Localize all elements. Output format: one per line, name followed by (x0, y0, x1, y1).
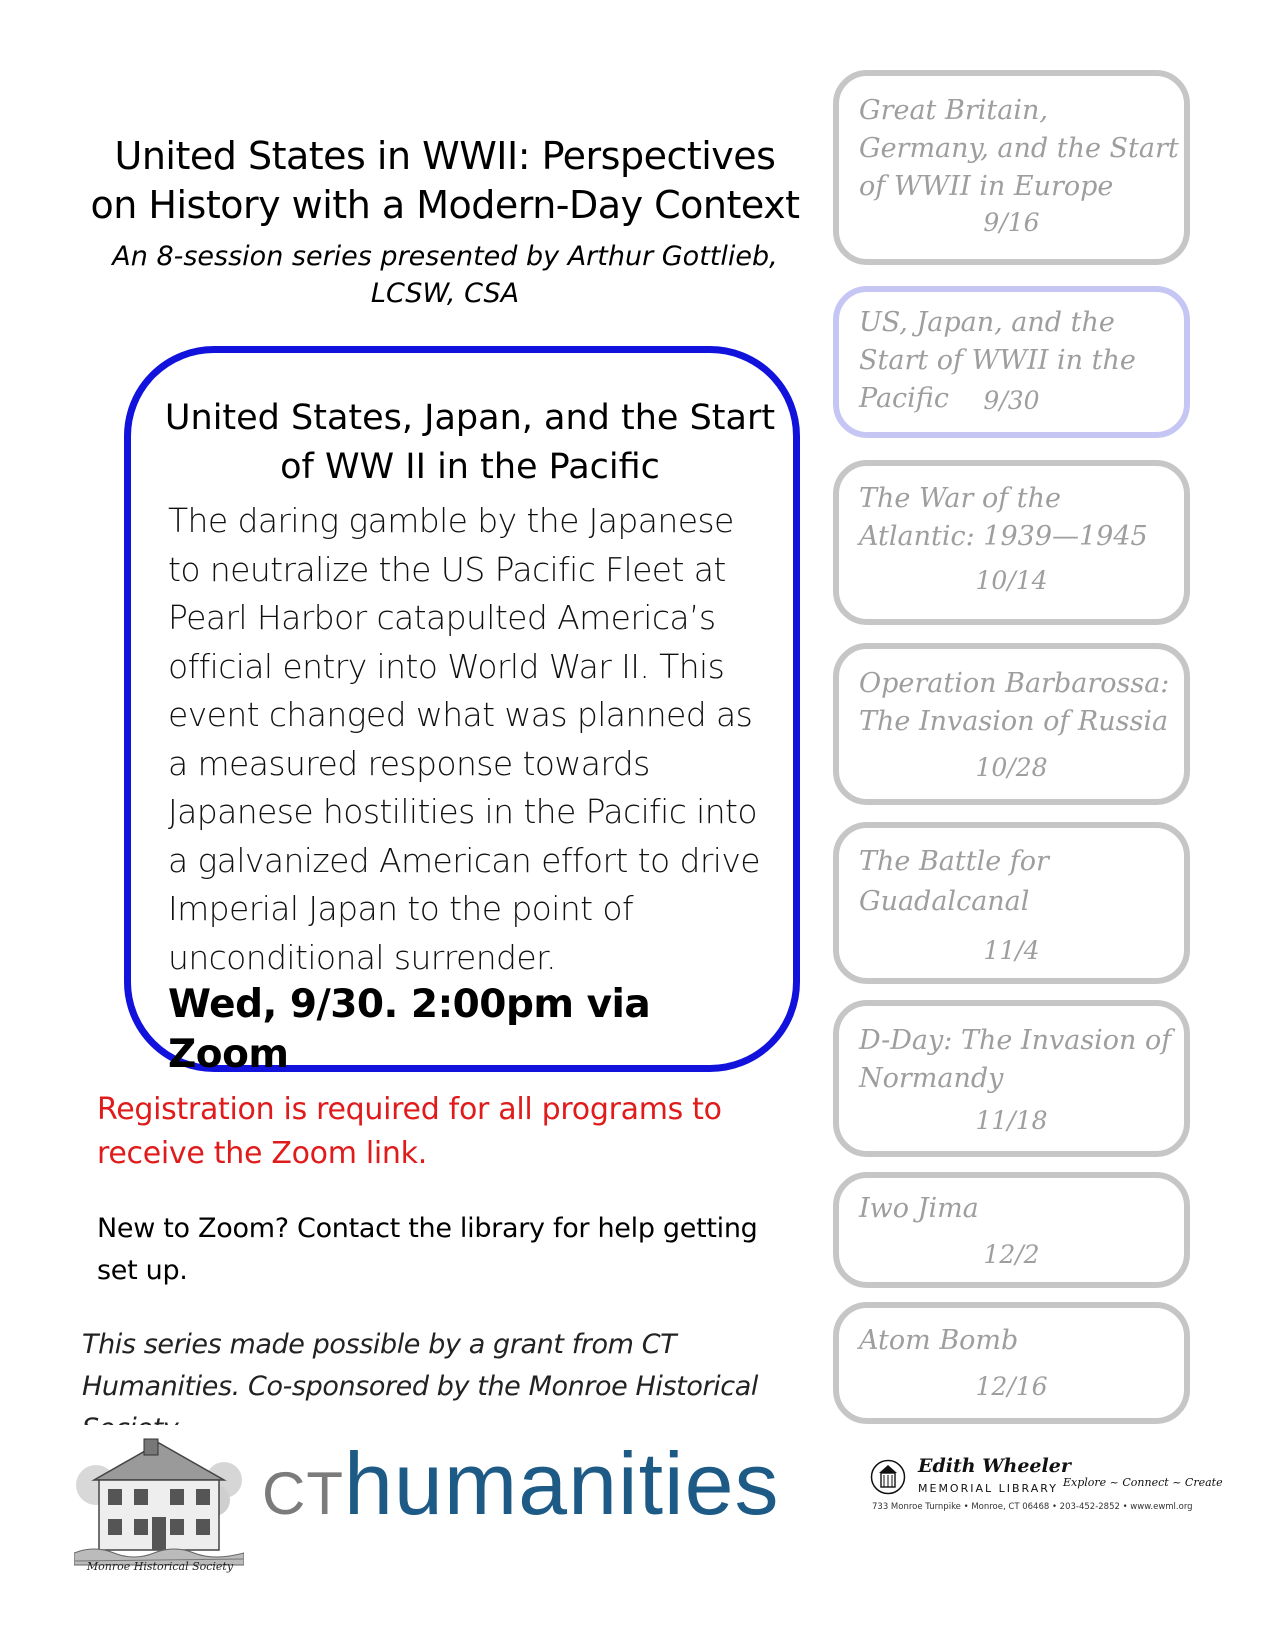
session-card (833, 1000, 1190, 1157)
historical-society-house-logo (74, 1425, 244, 1575)
zoom-help-note: New to Zoom? Contact the library for help getting set up. (97, 1213, 758, 1286)
ct-humanities-word: humanities (343, 1434, 780, 1533)
session-date: 9/16 (983, 208, 1040, 237)
series-title: United States in WWII: Perspectives on History with a Modern-Day Context (90, 134, 800, 227)
session-title: D-Day: The Invasion of Normandy (859, 1025, 1172, 1094)
session-date: 11/18 (975, 1106, 1048, 1135)
session-title: Operation Barbarossa: The Invasion of Russia (859, 668, 1170, 737)
session-date: 11/4 (983, 936, 1040, 965)
series-subtitle: An 8-session series presented by Arthur Gottlieb, LCSW, CSA (112, 241, 778, 309)
session-date: 12/16 (975, 1372, 1048, 1401)
ct-humanities-ct: CT (262, 1460, 344, 1527)
session-card (833, 1172, 1190, 1288)
featured-session-datetime: Wed, 9/30. 2:00pm via Zoom (168, 982, 651, 1077)
session-card (833, 1302, 1190, 1424)
session-title: The War of the Atlantic: 1939—1945 (859, 483, 1148, 552)
session-title: US, Japan, and the Start of WWII in the Pacific (859, 307, 1136, 414)
session-card (833, 70, 1190, 265)
grant-note: This series made possible by a grant from CT Humanities. Co-sponsored by the Monroe Historical (82, 1329, 758, 1402)
library-tagline: Explore ~ Connect ~ Create (1063, 1476, 1223, 1489)
session-title: The Battle for Guadalcanal (859, 846, 1049, 917)
session-card (833, 822, 1190, 984)
session-card-active (833, 286, 1190, 438)
session-card (833, 460, 1190, 625)
session-title: Atom Bomb (859, 1325, 1019, 1356)
session-card (833, 643, 1190, 805)
library-name: Edith Wheeler (918, 1455, 1071, 1477)
registration-note: Registration is required for all programs to receive the Zoom link. (97, 1092, 722, 1171)
session-title: Iwo Jima (859, 1193, 979, 1224)
library-address: 733 Monroe Turnpike • Monroe, CT 06468 • 203-452-2852 • www.ewml.org (872, 1502, 1193, 1512)
session-date: 9/30 (983, 386, 1040, 415)
library-subtitle: MEMORIAL LIBRARY (918, 1482, 1058, 1495)
session-title: Great Britain, Germany, and the Start of WWII in Europe (859, 95, 1179, 202)
library-emblem-icon (870, 1459, 906, 1495)
historical-society-caption: Monroe Historical Society (86, 1560, 234, 1573)
session-date: 12/2 (983, 1240, 1040, 1269)
featured-session-description: The daring gamble by the Japanese to neutralize the US Pacific Fleet at Pearl Harbor catapulted America’s official entry into World War II. This event changed what was planned as a measured response towards Japanese hostilities in the Pacific into a galvanized American effort to drive Imperial Japan to the point of unconditional surrender. (168, 501, 760, 977)
session-date: 10/28 (975, 753, 1048, 782)
ct-humanities-logo (262, 1434, 780, 1533)
session-date: 10/14 (975, 566, 1048, 595)
featured-session-title: United States, Japan, and the Start of WW II in the Pacific (164, 398, 776, 487)
